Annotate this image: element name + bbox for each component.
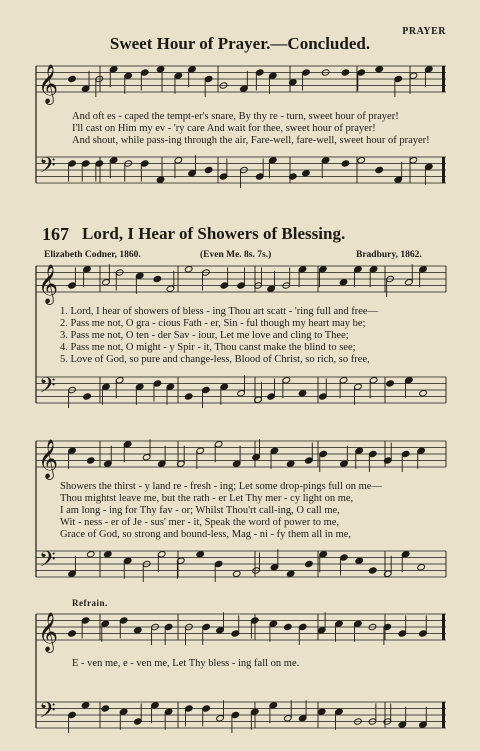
treble-clef-icon: 𝄞 [38, 64, 59, 104]
note-head [286, 460, 295, 467]
note-head [375, 166, 384, 173]
note-head [156, 66, 165, 73]
note-head [68, 630, 77, 637]
verse-line: Grace of God, so strong and bound-less, Mag - ni - fy them all in me, [60, 529, 352, 540]
final-bar [442, 157, 445, 183]
note-head [196, 551, 205, 558]
verse-line: Thou mightst leave me, but the rath - er Let Thy mer - cy light on me, [60, 493, 354, 504]
note-head [375, 66, 384, 73]
verse-line: 3. Pass me not, O ten - der Sav - iour, Let me love and cling to Thee; [60, 330, 349, 341]
final-bar [442, 614, 445, 640]
bass-clef-icon: 𝄢 [39, 153, 56, 184]
verse-line: 4. Pass me not, O might - y Spir - it, Thou canst make the blind to see; [60, 342, 356, 353]
section-label: PRAYER [402, 26, 446, 37]
final-bar [442, 702, 445, 728]
note-head [286, 570, 295, 577]
note-head [153, 275, 162, 282]
note-head [341, 69, 350, 76]
note-head [81, 702, 90, 709]
author-credit: Elizabeth Codner, 1860. [44, 250, 141, 260]
meter-credit: (Even Me. 8s. 7s.) [200, 250, 272, 260]
note-head [184, 266, 193, 273]
refrain-line: E - ven me, e - ven me, Let Thy bless - ing fall on me. [72, 658, 300, 669]
lyric-line: I'll cast on Him my ev - 'ry care And wait for thee, sweet hour of prayer! [72, 123, 376, 134]
final-bar [442, 66, 445, 92]
note-head [156, 176, 165, 183]
composer-credit: Bradbury, 1862. [356, 250, 422, 260]
bass-clef-icon: 𝄢 [39, 698, 56, 729]
note-head [284, 623, 293, 630]
note-head [419, 390, 428, 397]
hymn-number: 167 [42, 224, 69, 244]
verse-line: I am long - ing for Thy fav - or; Whilst Thou'rt call-ing, O call me, [60, 505, 340, 516]
bass-clef-icon: 𝄢 [39, 373, 56, 404]
verse-line: 2. Pass me not, O gra - cious Fath - er, Sin - ful though my heart may be; [60, 318, 366, 329]
note-head [83, 393, 92, 400]
note-head [368, 567, 377, 574]
note-head [298, 390, 307, 397]
verse-line: Showers the thirst - y land re - fresh - ing; Let some drop-pings full on me— [60, 481, 382, 492]
note-head [204, 166, 213, 173]
refrain-label: Refrain. [72, 598, 108, 608]
note-head [184, 393, 193, 400]
note-head [386, 380, 395, 387]
treble-clef-icon: 𝄞 [38, 264, 59, 304]
note-head [86, 551, 95, 558]
note-head [68, 75, 77, 82]
lyric-line: And oft es - caped the tempt-er's snare, By thy re - turn, sweet hour of prayer! [72, 111, 399, 122]
note-head [101, 705, 110, 712]
note-head [104, 551, 113, 558]
verse-line: 1. Lord, I hear of showers of bless - ing Thou art scatt - 'ring full and free— [60, 306, 379, 317]
note-head [86, 457, 95, 464]
hymn-title: Lord, I Hear of Showers of Blessing. [82, 224, 346, 243]
hymn-title-concluded: Sweet Hour of Prayer.—Concluded. [109, 34, 371, 53]
note-head [417, 564, 426, 571]
note-head [355, 557, 364, 564]
verse-line: Wit - ness - er of Je - sus' mer - it, Speak the word of power to me, [60, 517, 340, 528]
treble-clef-icon: 𝄞 [38, 612, 59, 652]
treble-clef-icon: 𝄞 [38, 439, 59, 479]
note-head [134, 627, 143, 634]
note-head [357, 157, 366, 164]
verse-line: 5. Love of God, so pure and change-less, Blood of Christ, so rich, so free, [60, 354, 370, 365]
lyric-line: And shout, while pass-ing through the air, Fare-well, fare-well, sweet hour of prayer! [72, 135, 430, 146]
note-head [305, 560, 314, 567]
note-head [339, 279, 348, 286]
note-head [302, 170, 311, 177]
note-head [317, 708, 326, 715]
note-head [341, 160, 350, 167]
bass-clef-icon: 𝄢 [39, 547, 56, 578]
note-head [232, 570, 241, 577]
